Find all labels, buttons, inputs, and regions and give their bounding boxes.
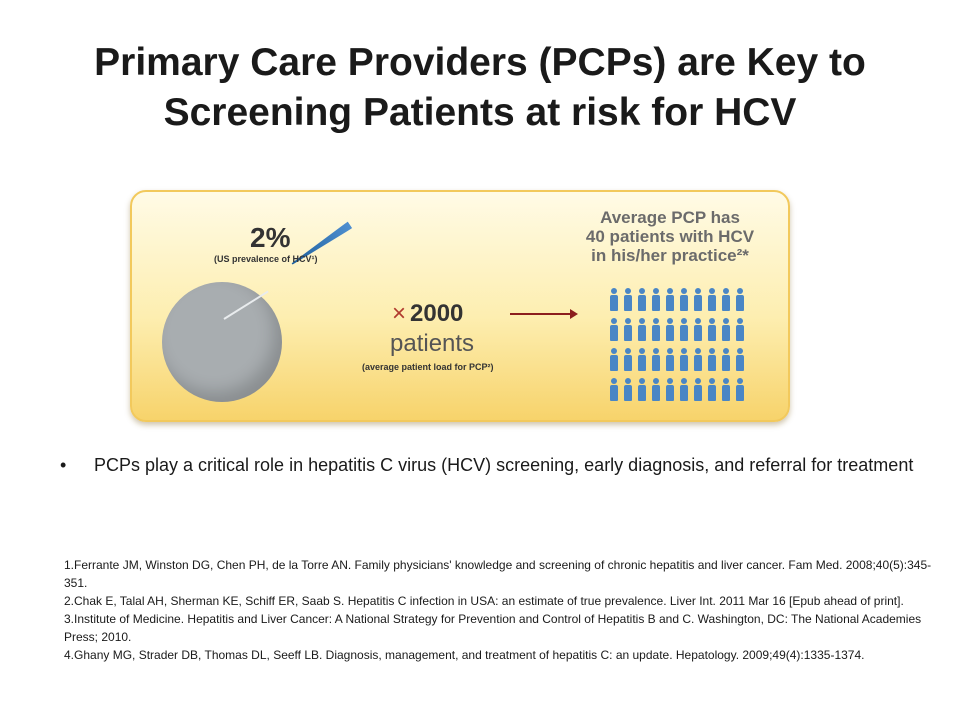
- person-icon: [621, 348, 635, 372]
- prevalence-percent: 2%: [250, 222, 291, 253]
- person-icon: [663, 348, 677, 372]
- patients-label: patients: [390, 330, 475, 357]
- person-icon: [677, 288, 691, 312]
- result-text: [580, 208, 760, 265]
- person-icon: [649, 378, 663, 402]
- person-icon: [719, 348, 733, 372]
- reference-item: 1.Ferrante JM, Winston DG, Chen PH, de la Torre AN. Family physicians' knowledge and screening of chronic hepatitis and liver cancer. Fam Med. 2008;40(5):345-351.: [64, 558, 932, 590]
- slide-title-line-2: Screening Patients at risk for HCV: [163, 91, 797, 134]
- reference-item: 4.Ghany MG, Strader DB, Thomas DL, Seeff LB. Diagnosis, management, and treatment of hepatitis C: an update. Hepatology. 2009;49(4):1335-1374.: [64, 648, 865, 662]
- person-icon: [705, 378, 719, 402]
- result-line-2: 40 patients with HCV: [585, 227, 755, 246]
- person-icon: [705, 348, 719, 372]
- multiplier: [392, 300, 463, 328]
- person-icon: [635, 378, 649, 402]
- person-icon: [635, 348, 649, 372]
- result-line-3: in his/her practice²*: [591, 246, 749, 265]
- prevalence-pie-chart: [162, 282, 282, 402]
- person-icon: [719, 288, 733, 312]
- person-icon: [635, 288, 649, 312]
- person-icon: [733, 288, 747, 312]
- person-icon: [677, 318, 691, 342]
- person-icon: [649, 318, 663, 342]
- multiplier-value: 2000: [410, 300, 464, 327]
- person-icon: [733, 378, 747, 402]
- reference-item: 2.Chak E, Talal AH, Sherman KE, Schiff ER, Saab S. Hepatitis C infection in USA: an estimate of true prevalence. Liver Int. 2011 Mar 16 [Epub ahead of print].: [64, 594, 904, 608]
- person-icon: [677, 378, 691, 402]
- person-icon: [719, 318, 733, 342]
- person-icon: [663, 318, 677, 342]
- person-icon: [733, 348, 747, 372]
- person-icon: [607, 348, 621, 372]
- bullet-text: PCPs play a critical role in hepatitis C virus (HCV) screening, early diagnosis, and referral for treatment: [94, 455, 914, 475]
- patient-icons-grid: [607, 288, 747, 402]
- person-icon: [691, 288, 705, 312]
- person-icon: [705, 288, 719, 312]
- person-icon: [705, 318, 719, 342]
- person-icon: [663, 378, 677, 402]
- person-icon: [719, 378, 733, 402]
- person-icon: [663, 288, 677, 312]
- person-icon: [607, 318, 621, 342]
- patient-load-caption: (average patient load for PCP²): [362, 362, 494, 372]
- prevalence-caption: (US prevalence of HCV¹): [214, 254, 318, 264]
- bullet-point: [60, 452, 920, 478]
- person-icon: [607, 288, 621, 312]
- result-line-1: Average PCP has: [600, 208, 740, 227]
- pcp-infographic: [130, 190, 790, 422]
- person-icon: [733, 318, 747, 342]
- multiply-icon: ×: [392, 300, 407, 327]
- person-icon: [635, 318, 649, 342]
- slide-title: [40, 38, 920, 138]
- person-icon: [691, 378, 705, 402]
- person-icon: [621, 288, 635, 312]
- person-icon: [691, 318, 705, 342]
- person-icon: [621, 318, 635, 342]
- person-icon: [677, 348, 691, 372]
- arrow-right-icon: [510, 313, 572, 315]
- person-icon: [649, 348, 663, 372]
- slide-title-line-1: Primary Care Providers (PCPs) are Key to: [94, 41, 866, 84]
- references: [64, 556, 940, 664]
- bullet-icon: •: [60, 455, 67, 475]
- person-icon: [607, 378, 621, 402]
- person-icon: [649, 288, 663, 312]
- person-icon: [691, 348, 705, 372]
- reference-item: 3.Institute of Medicine. Hepatitis and Liver Cancer: A National Strategy for Prevention and Control of Hepatitis B and C. Washington, DC: The National Academies Press; 2010.: [64, 612, 922, 644]
- person-icon: [621, 378, 635, 402]
